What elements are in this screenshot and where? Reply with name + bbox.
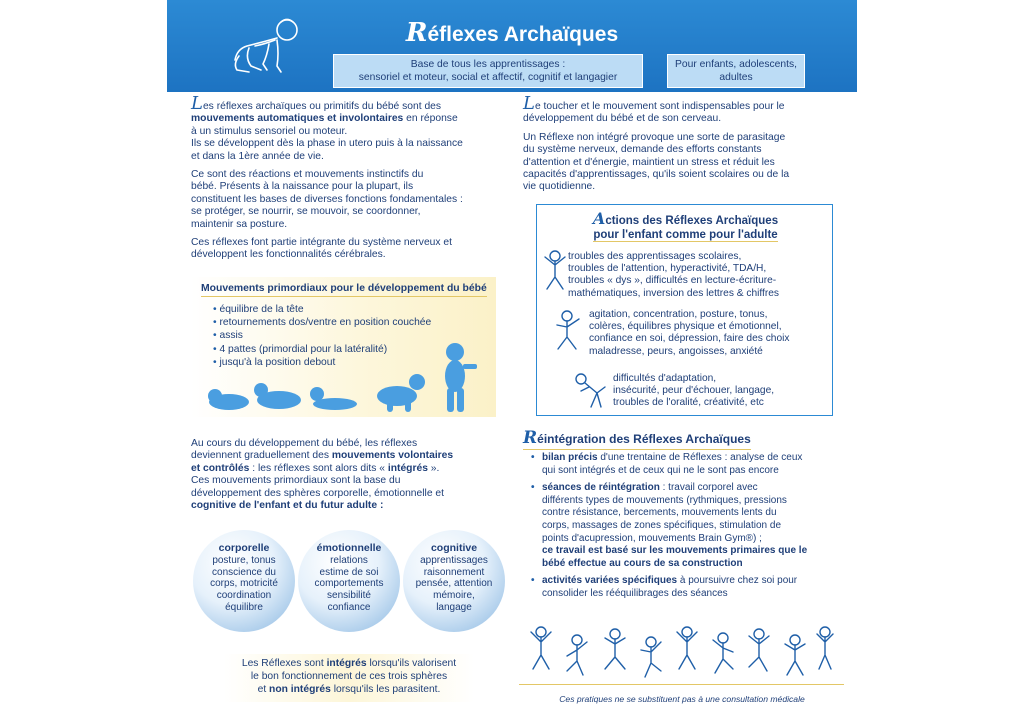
sphere-cognitive: cognitive apprentissages raisonnement pensée, attention mémoire, langage	[403, 530, 505, 632]
list-item: • bilan précis d'une trentaine de Réflexes : analyse de ceux qui sont intégrés et de ceux qui ne le sont pas encore	[529, 452, 834, 477]
list-item: • 4 pattes (primordial pour la latéralité)	[213, 343, 431, 356]
page-title: Réflexes Archaïques	[405, 18, 619, 48]
stick-figure-icon	[541, 249, 569, 293]
right-intro-text: Le toucher et le mouvement sont indispensables pour le développement du bébé et de son cerveau. Un Réflexe non intégré provoque une sorte de parasitage du système nerveux, demande des efforts constants d'attention et d'énergie, maintient un stress et réduit les capacités d'apprentissages, qu'ils soient scolaires ou de la vie quotidienne.	[523, 93, 790, 193]
jumping-kids-illustration	[519, 624, 844, 684]
movements-title: Mouvements primordiaux pour le développement du bébé	[201, 283, 487, 297]
list-item: • activités variées spécifiques à poursuivre chez soi pour consolider les rééquilibrages des séances	[529, 575, 834, 600]
list-item: • séances de réintégration : travail corporel avec différents types de mouvements (rythmiques, pressions contre résistance, bercements, mouvements lents du corps, massages de zones spécifiques, stimulation de points d'acupression, mouvements Brain Gym®) ; ce travail est basé sur les mouvements primaires que le bébé effectue au cours de sa construction	[529, 482, 834, 570]
list-item: • assis	[213, 329, 431, 342]
baby-development-illustration	[207, 338, 507, 418]
list-item: • retournements dos/ventre en position couchée	[213, 316, 431, 329]
integration-note: Les Réflexes sont intégrés lorsqu'ils valorisent le bon fonctionnement de ces trois sphères et non intégrés lorsqu'ils les parasitent.	[224, 654, 474, 702]
sphere-corporelle: corporelle posture, tonus conscience du corps, motricité coordination équilibre	[193, 530, 295, 632]
learning-tag: Base de tous les apprentissages : sensoriel et moteur, social et affectif, cognitif et langagier	[333, 54, 643, 88]
action-item-learning: troubles des apprentissages scolaires, troubles de l'attention, hyperactivité, TDA/H, troubles « dys », difficultés en lecture-écriture- mathématiques, inversion des lettres & chiffres	[568, 251, 780, 299]
development-text: Au cours du développement du bébé, les réflexes deviennent graduellement des mouvements volontaires et contrôlés : les réflexes sont alors dits « intégrés ». Ces mouvements primordiaux sont la base du développement des sphères corporelle, émotionnelle et cognitive de l'enfant et du futur adulte :	[191, 438, 454, 512]
actions-box	[536, 204, 833, 416]
list-item: • équilibre de la tête	[213, 303, 431, 316]
action-item-adaptation: difficultés d'adaptation, insécurité, peur d'échouer, langage, troubles de l'oralité, créativité, etc	[613, 373, 775, 409]
audience-tag: Pour enfants, adolescents, adultes	[667, 54, 805, 88]
list-item: • jusqu'à la position debout	[213, 356, 431, 369]
reintegration-title: Réintégration des Réflexes Archaïques	[523, 428, 751, 448]
action-item-emotional: agitation, concentration, posture, tonus, colères, équilibres physique et émotionnel, confiance en soi, dépression, faire des choix maladresse, peurs, angoisses, anxiété	[589, 309, 790, 357]
header-banner	[167, 0, 857, 92]
sphere-emotionnelle: émotionnelle relations estime de soi comportements sensibilité confiance	[298, 530, 400, 632]
reintegration-list	[529, 452, 834, 606]
divider	[519, 684, 844, 685]
actions-title: Actions des Réflexes Archaïques pour l'enfant comme pour l'adulte	[592, 209, 779, 241]
stick-figure-icon	[571, 371, 609, 411]
stick-figure-icon	[551, 309, 583, 353]
intro-text: Les réflexes archaïques ou primitifs du bébé sont des mouvements automatiques et involontaires en réponse à un stimulus sensoriel ou moteur. Ils se développent dès la phase in utero puis à la naissance et dans la 1ère année de vie. Ce sont des réactions et mouvements instinctifs du bébé. Présents à la naissance pour la plupart, ils constituent les bases de diverses fonctions fondamentales : se protéger, se nourrir, se mouvoir, se coordonner, maintenir sa posture. Ces réflexes font partie intégrante du système nerveux et développent les fonctionnalités cérébrales.	[191, 93, 463, 261]
disclaimer: Ces pratiques ne se substituent pas à une consultation médicale	[559, 694, 805, 704]
page	[167, 0, 857, 723]
